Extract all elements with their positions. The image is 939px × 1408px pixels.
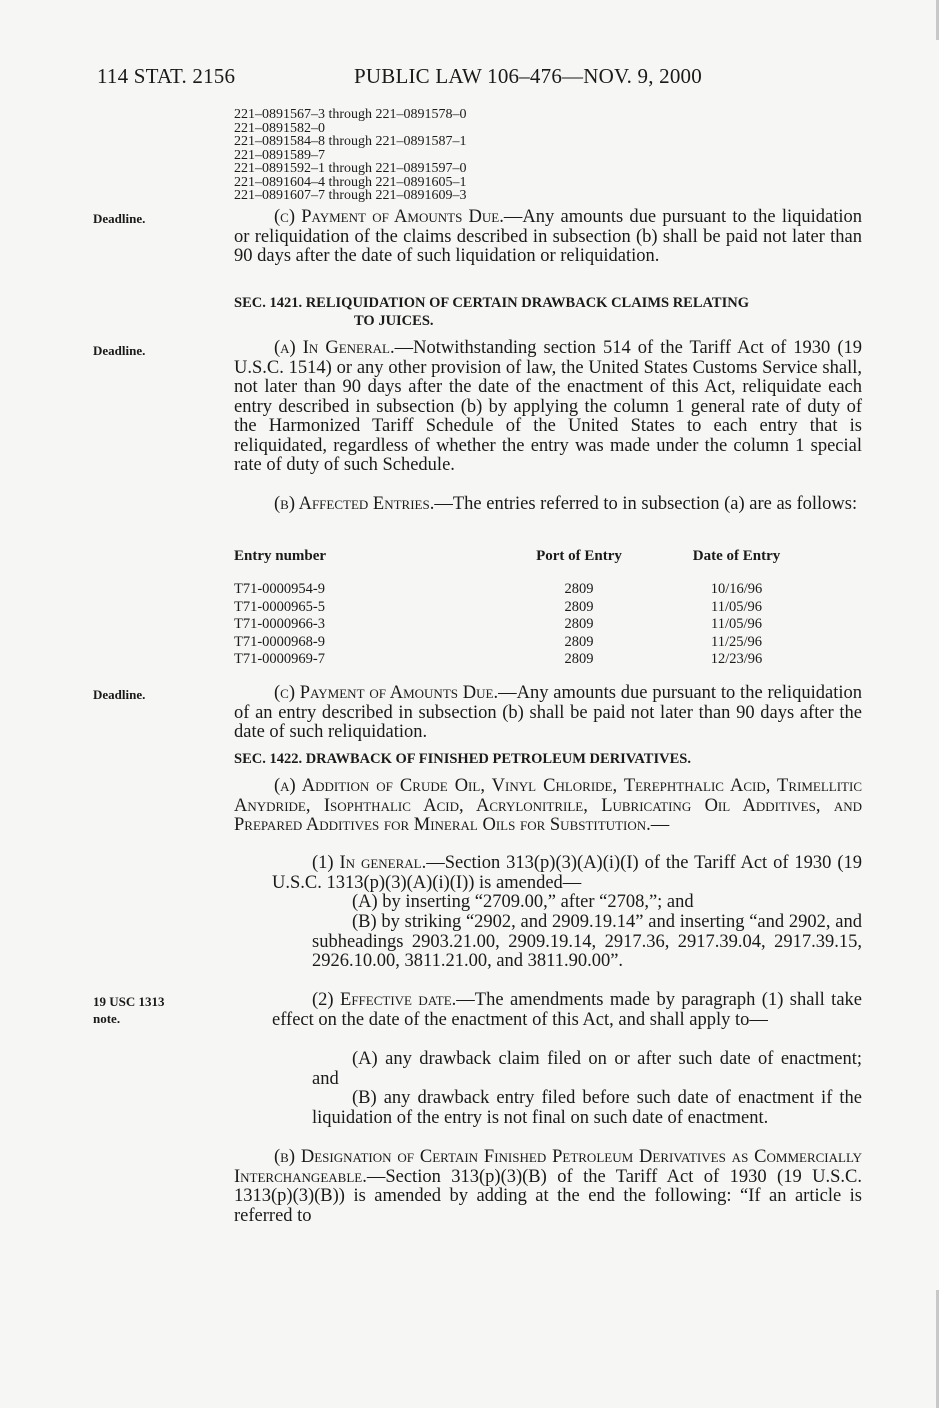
margin-note-usc — [93, 993, 165, 1027]
column-header-entry-number: Entry number — [234, 548, 327, 564]
list-item: 221–0891607–7 through 221–0891609–3 — [234, 188, 467, 203]
paragraph-2-A: (A) any drawback claim filed on or after such date of enactment; and — [312, 1049, 862, 1089]
table-row — [234, 599, 834, 617]
port-cell: 2809 — [564, 633, 594, 650]
margin-note-deadline: Deadline. — [93, 343, 146, 358]
port-cell: 2809 — [564, 598, 594, 615]
margin-note-deadline: Deadline. — [93, 687, 146, 702]
column-header-date-of-entry: Date of Entry — [692, 548, 781, 564]
claim-id-list — [234, 108, 467, 203]
section-heading-1422 — [234, 750, 862, 768]
paragraph-heading: (b) Affected Entries. — [274, 494, 435, 514]
paragraph-text: — — [650, 815, 670, 835]
paragraph-2-B: (B) any drawback entry filed before such date of enactment if the liquidation of the entry is not final on such date of enactment. — [312, 1088, 862, 1128]
paragraph-heading: (c) Payment of Amounts Due. — [274, 683, 499, 703]
paragraph-designation-commercially-interchangeable — [234, 1148, 862, 1226]
section-heading-line: SEC. 1421. RELIQUIDATION OF CERTAIN DRAWBACK CLAIMS RELATING — [234, 295, 749, 311]
port-cell: 2809 — [564, 581, 594, 597]
section-heading-line: TO JUICES. — [354, 313, 434, 329]
date-cell: 11/05/96 — [710, 598, 763, 615]
paragraph-text: —The entries referred to in subsection (a) are as follows: — [434, 494, 858, 514]
port-cell: 2809 — [564, 616, 594, 632]
entry-number-cell: T71-0000965-5 — [234, 598, 326, 615]
table-row — [234, 651, 834, 669]
entry-number-cell: T71-0000966-3 — [234, 616, 326, 632]
list-item: 221–0891592–1 through 221–0891597–0 — [234, 161, 467, 176]
paragraph-in-general — [234, 339, 862, 476]
paragraph-text: —Section 313(p)(3)(B) of the Tariff Act of 1930 (19 U.S.C. 1313(p)(3)(B)) is amended by adding at the end the following: “If an article is referred to — [234, 1166, 862, 1226]
list-item: 221–0891567–3 through 221–0891578–0 — [234, 107, 467, 122]
page-stat-number: 114 STAT. 2156 — [97, 64, 236, 88]
paragraph-heading: (a) Addition of Crude Oil, Vinyl Chloride, Terephthalic Acid, Trimellitic Anydride, Isophthalic Acid, Acrylonitrile, Lubricating Oil Additives, and Prepared Additives for Mineral Oils for Substitution. — [234, 776, 862, 835]
table-row — [234, 616, 834, 634]
entry-number-cell: T71-0000969-7 — [234, 651, 326, 667]
port-cell: 2809 — [564, 651, 594, 667]
paragraph-text: —Any amounts due pursuant to the liquidation or reliquidation of the claims described in subsection (b) shall be paid not later than 90 days after the date of such liquidation or reliquidation. — [234, 207, 863, 266]
paragraph-payment-of-amounts-due — [234, 208, 862, 267]
entries-table — [234, 548, 834, 669]
date-cell: 10/16/96 — [710, 581, 763, 597]
paragraph-payment-of-amounts-due — [234, 684, 862, 743]
list-item: 221–0891589–7 — [234, 147, 325, 163]
running-header: PUBLIC LAW 106–476—NOV. 9, 2000 — [354, 64, 702, 88]
paragraph-text: —The amendments made by paragraph (1) shall take effect on the date of the enactment of this Act, and shall apply to— — [272, 990, 862, 1030]
list-item: 221–0891584–8 through 221–0891587–1 — [234, 134, 467, 149]
paragraph-heading: (2) Effective date. — [312, 990, 457, 1010]
table-row — [234, 581, 834, 599]
date-cell: 11/25/96 — [710, 633, 763, 650]
date-cell: 12/23/96 — [710, 651, 763, 667]
paragraph-text: —Section 313(p)(3)(A)(i)(I) of the Tariff Act of 1930 (19 U.S.C. 1313(p)(3)(A)(i)(I)) is amended— — [272, 853, 862, 893]
paragraph-heading: (1) In general. — [312, 853, 427, 873]
section-heading-line: SEC. 1422. DRAWBACK OF FINISHED PETROLEUM DERIVATIVES. — [234, 751, 691, 767]
table-row — [234, 634, 834, 652]
paragraph-addition-of-crude-oil — [234, 777, 862, 836]
paragraph-1-in-general — [234, 854, 862, 893]
table-header-row — [234, 548, 834, 581]
list-item: 221–0891604–4 through 221–0891605–1 — [234, 174, 467, 190]
paragraph-text: —Notwithstanding section 514 of the Tariff Act of 1930 (19 U.S.C. 1514) or any other provision of law, the United States Customs Service shall, not later than 90 days after the date of the enactment of this Act, reliquidate each entry described in subsection (b) by applying the column 1 general rate of duty of the Harmonized Tariff Schedule of the United States to each entry that is reliquidated, regardless of whether the entry was made under the column 1 special rate of duty of such Schedule. — [234, 338, 863, 475]
margin-note-deadline: Deadline. — [93, 211, 146, 226]
paragraph-heading: (c) Payment of Amounts Due. — [274, 207, 504, 227]
date-cell: 11/05/96 — [710, 616, 763, 632]
entry-number-cell: T71-0000968-9 — [234, 633, 326, 650]
paragraph-1-B: (B) by striking “2902, and 2909.19.14” and inserting “and 2902, and subheadings 2903.21.00, 2909.19.14, 2917.36, 2917.39.04, 2917.39.15, 2926.10.00, 3811.21.00, and 3811.90.00”. — [312, 912, 862, 971]
paragraph-heading: (a) In General. — [274, 338, 395, 358]
margin-note-line: note. — [93, 1011, 121, 1026]
section-heading-1421 — [234, 294, 862, 330]
margin-note-line: 19 USC 1313 — [93, 994, 165, 1009]
paragraph-2-effective-date — [272, 991, 862, 1030]
list-item: 221–0891582–0 — [234, 120, 325, 136]
paragraph-text: —Any amounts due pursuant to the reliquidation of an entry described in subsection (b) shall be paid not later than 90 days after the date of such reliquidation. — [234, 683, 863, 742]
entry-number-cell: T71-0000954-9 — [234, 581, 326, 597]
paragraph-1-A: (A) by inserting “2709.00,” after “2708,”; and — [352, 892, 694, 912]
paragraph-affected-entries — [234, 495, 862, 515]
column-header-port-of-entry: Port of Entry — [536, 548, 622, 564]
paragraph-heading: (b) Designation of Certain Finished Petroleum Derivatives as Commercially Interchangeable. — [234, 1147, 862, 1187]
